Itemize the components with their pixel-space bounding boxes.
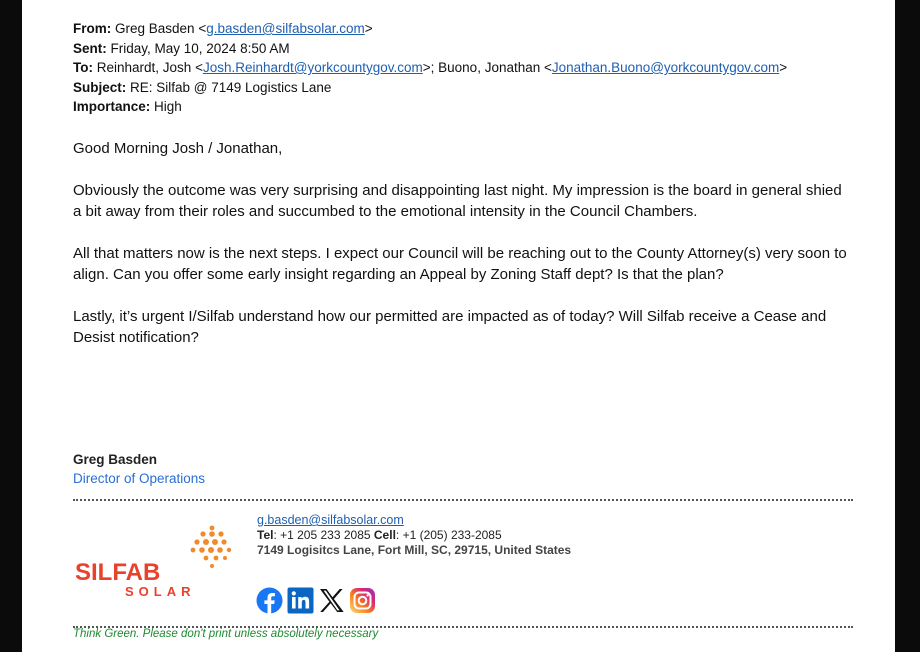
from-label: From: <box>73 21 112 36</box>
phone-line <box>257 528 571 543</box>
logo-text-bottom: SOLAR <box>125 584 196 599</box>
from-line <box>73 19 787 39</box>
facebook-icon[interactable] <box>256 587 283 614</box>
greeting: Good Morning Josh / Jonathan, <box>73 140 283 157</box>
linkedin-icon[interactable] <box>287 587 314 614</box>
social-icons <box>256 587 376 615</box>
footer-note: Think Green. Please don't print unless absolutely necessary <box>73 628 379 640</box>
from-close: > <box>364 21 373 36</box>
x-icon[interactable] <box>318 587 345 614</box>
to-email-link-1[interactable]: Josh.Reinhardt@yorkcountygov.com <box>202 60 423 75</box>
importance-label: Importance: <box>73 99 151 114</box>
body-paragraph-2: All that matters now is the next steps. I expect our Council will be reaching out to the County Attorney(s) very soon to align. Can you offer some early insight regarding an Appeal by Zoning Staff dept? Is that the plan? <box>73 245 847 283</box>
to-line <box>73 58 787 78</box>
divider-top <box>73 499 853 501</box>
signature-title: Director of Operations <box>73 471 206 486</box>
to-name-1: Reinhardt, Josh < <box>96 60 203 75</box>
sent-value: Friday, May 10, 2024 8:50 AM <box>110 40 290 56</box>
logo-text-top: SILFAB <box>75 559 161 586</box>
sent-label: Sent: <box>73 40 107 56</box>
email-page <box>22 0 895 652</box>
subject-line <box>73 78 787 98</box>
email-body <box>73 138 853 369</box>
importance-value: High <box>154 99 182 114</box>
tel-value: : +1 205 233 2085 <box>273 528 374 542</box>
body-paragraph-3: Lastly, it’s urgent I/Silfab understand how our permitted are impacted as of today? Will Silfab receive a Cease and Desist notification? <box>73 308 827 346</box>
from-name: Greg Basden < <box>115 21 207 36</box>
cell-value: : +1 (205) 233-2085 <box>395 528 502 542</box>
cell-label: Cell <box>373 528 396 542</box>
from-email-link[interactable]: g.basden@silfabsolar.com <box>206 21 365 36</box>
email-header <box>73 19 787 117</box>
address: 7149 Logisitcs Lane, Fort Mill, SC, 29715, United States <box>257 543 572 557</box>
importance-line <box>73 97 787 117</box>
to-email-link-2[interactable]: Jonathan.Buono@yorkcountygov.com <box>551 60 780 75</box>
subject-value: RE: Silfab @ 7149 Logistics Lane <box>130 79 332 95</box>
to-close: > <box>779 60 788 75</box>
signature-email-link[interactable]: g.basden@silfabsolar.com <box>257 513 404 527</box>
sent-line <box>73 39 787 59</box>
subject-label: Subject: <box>73 79 127 95</box>
silfab-solar-logo <box>73 522 233 602</box>
body-paragraph-1: Obviously the outcome was very surprising and disappointing last night. My impression is the board in general shied a bit away from their roles and succumbed to the emotional intensity in the Council Chambers. <box>73 182 842 220</box>
instagram-icon[interactable] <box>349 587 376 614</box>
to-label: To: <box>73 60 93 75</box>
tel-label: Tel <box>257 528 274 542</box>
logo-sun-dots-icon <box>191 526 232 568</box>
to-separator: >; Buono, Jonathan < <box>422 60 552 75</box>
signature-name: Greg Basden <box>73 452 158 467</box>
contact-block <box>257 513 571 558</box>
